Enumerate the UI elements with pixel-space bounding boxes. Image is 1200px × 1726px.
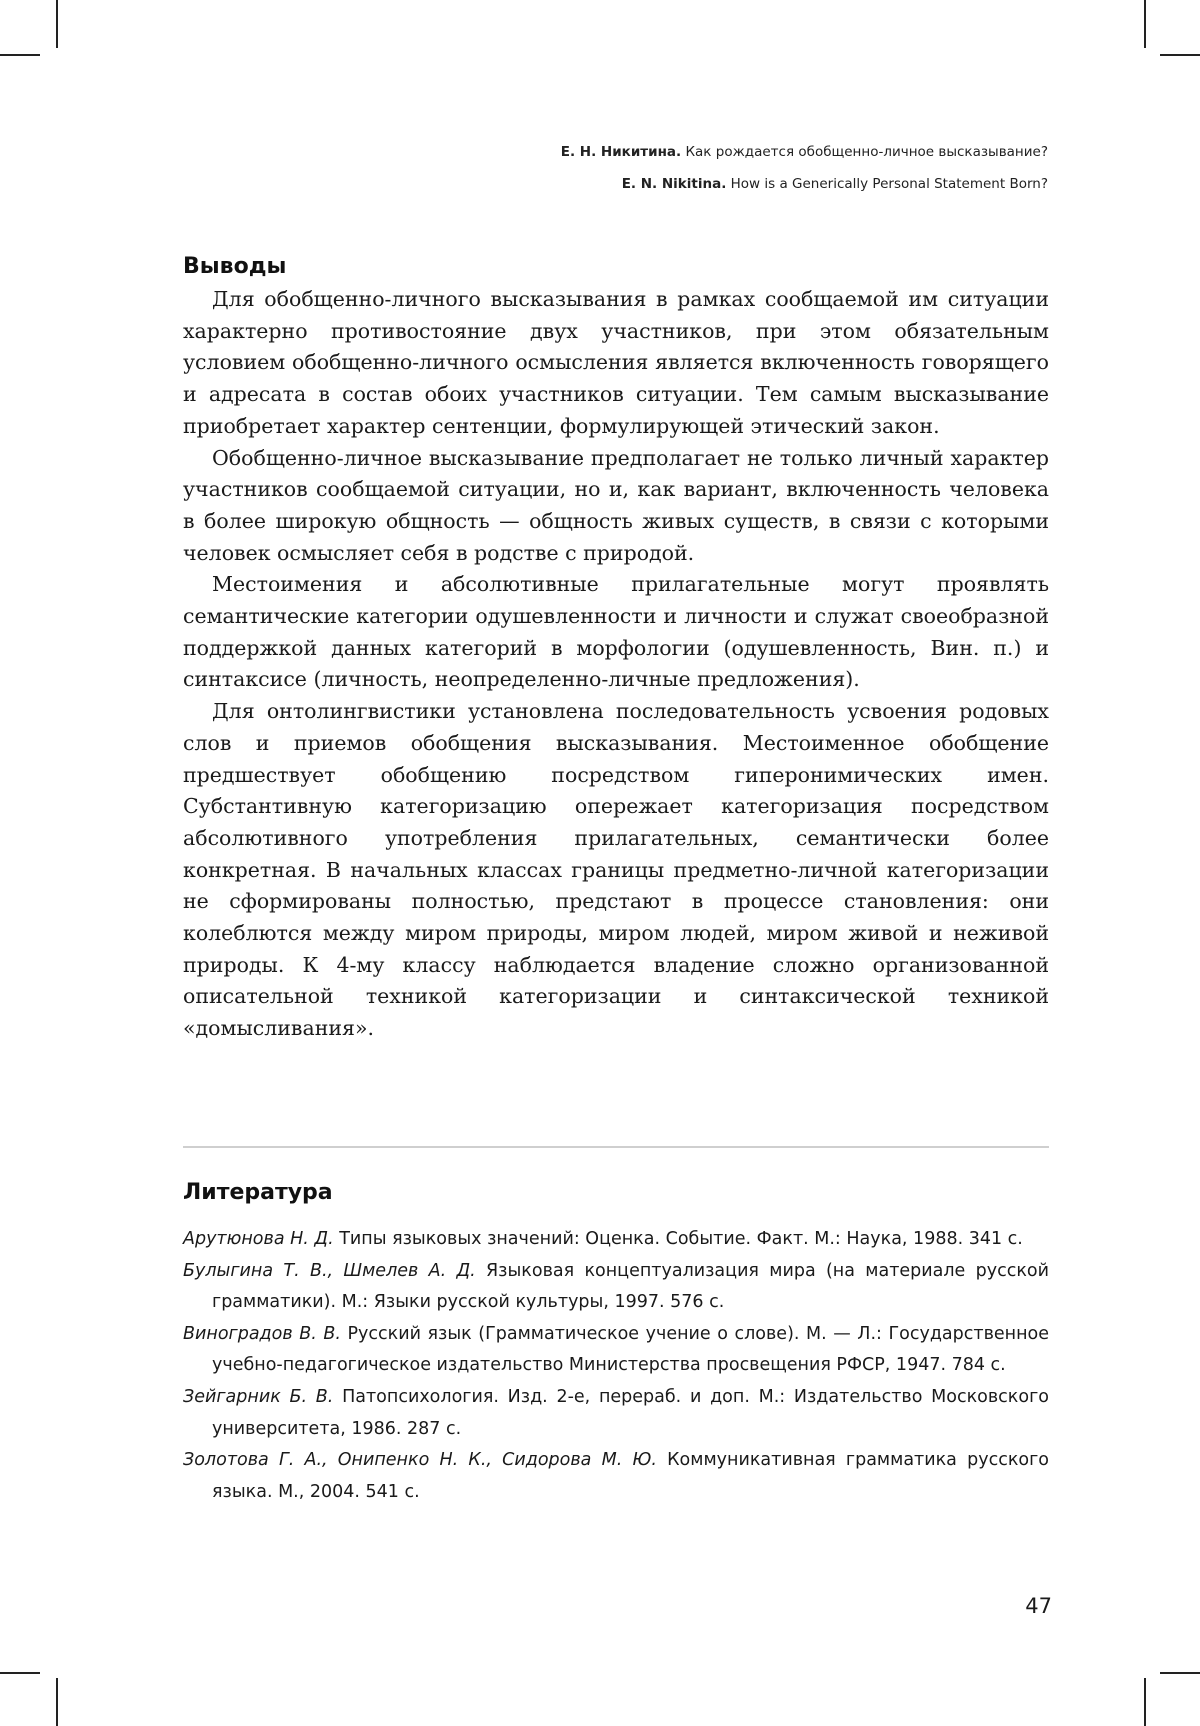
reference-authors: Золотова Г. А., Онипенко Н. К., Сидорова М. Ю. [183,1450,657,1471]
section-divider [183,1146,1049,1148]
reference-item [183,1319,1049,1382]
conclusions-section [183,250,1049,1045]
conclusions-paragraph: Для обобщенно-личного высказывания в рамках сообщаемой им ситуации характерно противостояние двух участников, при этом обязательным условием обобщенно-личного осмысления является включенность говорящего и адресата в состав обоих участников ситуации. Тем самым высказывание приобретает характер сентенции, формулирующей этический закон. [183,287,1049,438]
crop-mark-bottom-left-horizontal [0,1672,40,1674]
running-head-en-title: How is a Generically Personal Statement Born? [730,176,1048,192]
crop-mark-top-left-horizontal [0,54,40,56]
running-head-ru-author: Е. Н. Никитина. [560,144,682,160]
reference-text: Коммуникативная грамматика русского языка. М., 2004. 541 с. [212,1450,1049,1502]
reference-authors: Арутюнова Н. Д. [183,1229,334,1249]
running-head-ru-title: Как рождается обобщенно-личное высказывание? [685,144,1048,160]
literature-heading: Литература [183,1180,333,1205]
reference-text: Типы языковых значений: Оценка. Событие. Факт. М.: Наука, 1988. 341 с. [333,1229,1023,1249]
running-head-ru [561,136,1048,168]
reference-text: Русский язык (Грамматическое учение о слове). М. — Л.: Государственное учебно-педагогическое издательство Министерства просвещения РФСР, 1947. 784 с. [212,1323,1050,1376]
reference-item [183,1445,1049,1508]
crop-mark-top-left-vertical [56,0,58,48]
running-head-en-author: E. N. Nikitina. [621,176,727,192]
literature-section [183,1176,1049,1508]
page-number: 47 [1025,1594,1052,1618]
conclusions-paragraph: Обобщенно-личное высказывание предполагает не только личный характер участников сообщаемой ситуации, но и, как вариант, включенность человека в более широкую общность — общность живых существ, в связи с которыми человек осмысляет себя в родстве с природой. [183,445,1049,565]
running-head [561,136,1048,200]
reference-item [183,1256,1049,1319]
reference-authors: Виноградов В. В. [183,1323,341,1344]
running-head-en [561,168,1048,200]
conclusions-heading: Выводы [183,254,287,279]
reference-item [183,1382,1049,1445]
crop-mark-top-right-horizontal [1160,54,1200,56]
reference-text: Языковая концептуализация мира (на материале русской грамматики). М.: Языки русской культуры, 1997. 576 с. [212,1260,1049,1313]
crop-mark-bottom-left-vertical [56,1678,58,1726]
conclusions-body [183,284,1049,1045]
reference-item [183,1224,1049,1256]
reference-text: Патопсихология. Изд. 2-е, перераб. и доп. М.: Издательство Московского университета, 1986. 287 с. [212,1386,1049,1439]
reference-authors: Булыгина Т. В., Шмелев А. Д. [183,1260,476,1281]
conclusions-paragraph: Для онтолингвистики установлена последовательность усвоения родовых слов и приемов обобщения высказывания. Местоименное обобщение предшествует обобщению посредством гиперонимических имен. Субстантивную категоризацию опережает категоризация посредством абсолютивного употребления прилагательных, семантически более конкретная. В начальных классах границы предметно-личной категоризации не сформированы полностью, предстают в процессе становления: они колеблются между миром природы, миром людей, миром живой и неживой природы. К 4-му классу наблюдается владение сложно организованной описательной техникой категоризации и синтаксической техникой «домысливания». [183,699,1049,1041]
reference-authors: Зейгарник Б. В. [183,1386,334,1407]
crop-mark-bottom-right-vertical [1144,1678,1146,1726]
crop-mark-top-right-vertical [1144,0,1146,48]
conclusions-paragraph: Местоимения и абсолютивные прилагательные могут проявлять семантические категории одушевленности и личности и служат своеобразной поддержкой данных категорий в морфологии (одушевленность, Вин. п.) и синтаксисе (личность, неопределенно-личные предложения). [183,572,1049,692]
crop-mark-bottom-right-horizontal [1160,1672,1200,1674]
